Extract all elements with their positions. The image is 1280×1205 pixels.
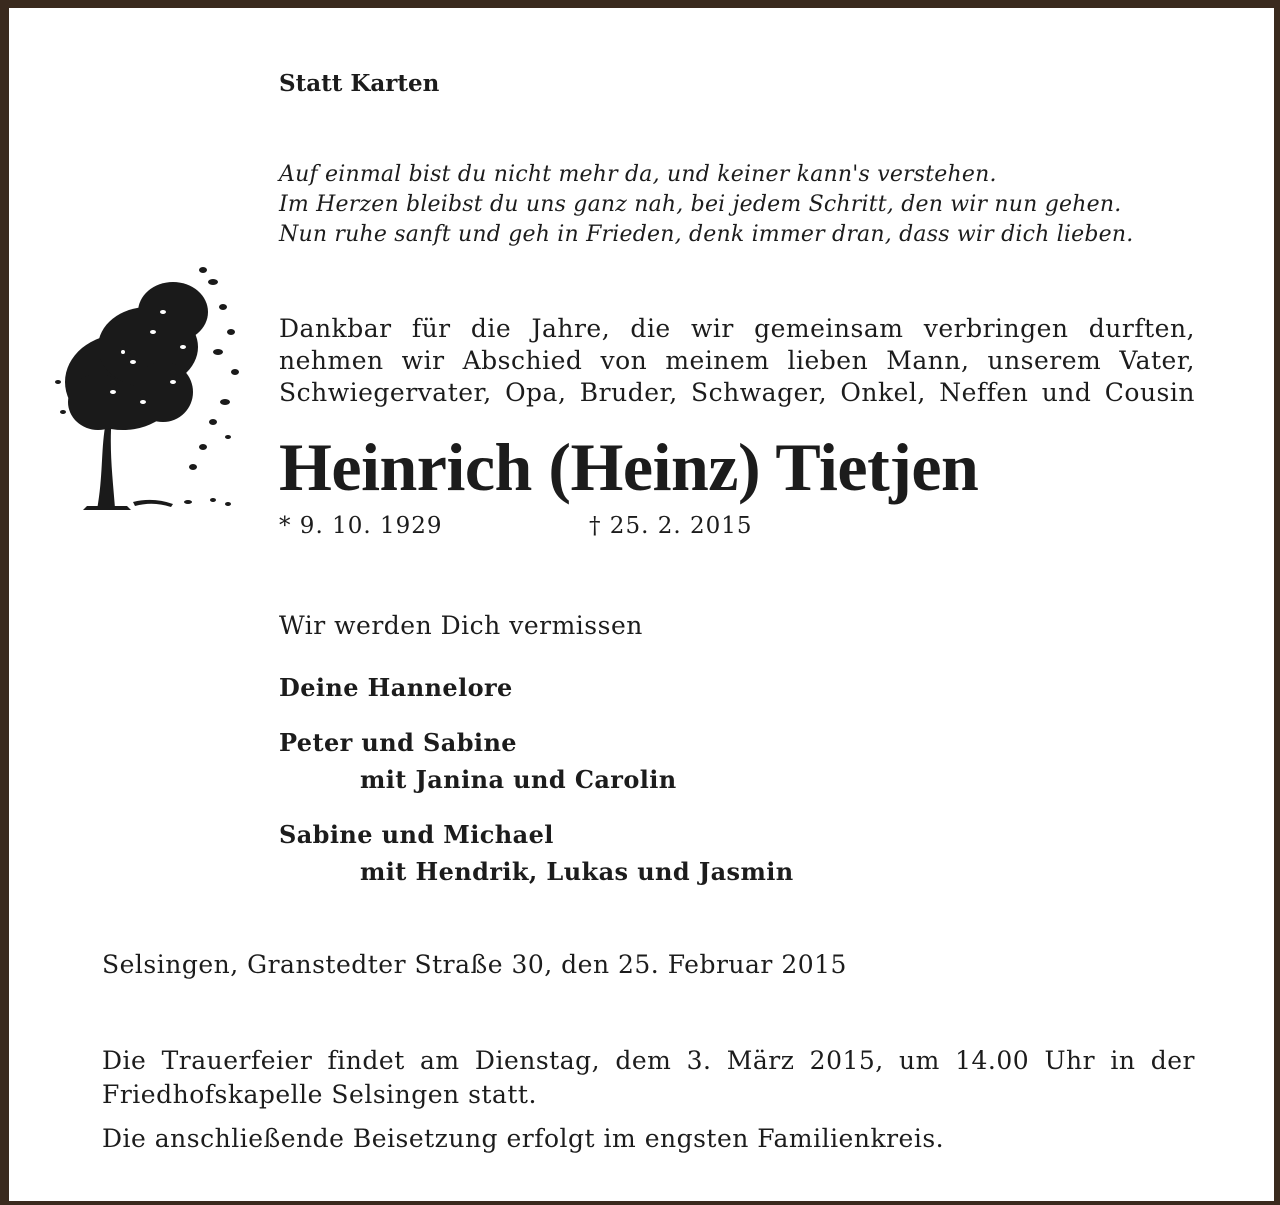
signature-3: Sabine und Michael	[279, 820, 554, 849]
poem	[279, 160, 1133, 250]
signature-2-sub: mit Janina und Carolin	[360, 765, 677, 794]
tree-icon	[53, 252, 243, 514]
service-line: Die Trauerfeier findet am Dienstag, dem 3. März 2015, um 14.00 Uhr in der	[102, 1046, 1195, 1075]
service-info	[102, 1044, 1195, 1112]
deceased-name: Heinrich (Heinz) Tietjen	[279, 429, 979, 505]
signature-3-sub: mit Hendrik, Lukas und Jasmin	[360, 857, 794, 886]
burial-info: Die anschließende Beisetzung erfolgt im engsten Familienkreis.	[102, 1124, 945, 1153]
kicker: Statt Karten	[279, 70, 440, 97]
poem-line: Nun ruhe sanft und geh in Frieden, denk immer dran, dass wir dich lieben.	[279, 222, 1134, 247]
service-line: Friedhofskapelle Selsingen statt.	[102, 1080, 537, 1109]
intro-text	[279, 313, 1195, 409]
intro-line: Schwiegervater, Opa, Bruder, Schwager, Onkel, Neffen und Cousin	[279, 378, 1195, 407]
intro-line: nehmen wir Abschied von meinem lieben Mann, unserem Vater,	[279, 346, 1195, 375]
place-date: Selsingen, Granstedter Straße 30, den 25. Februar 2015	[102, 950, 847, 979]
birth-date: * 9. 10. 1929	[279, 513, 443, 539]
closing-line: Wir werden Dich vermissen	[279, 611, 643, 640]
death-date: † 25. 2. 2015	[589, 513, 753, 539]
poem-line: Auf einmal bist du nicht mehr da, und keiner kann's verstehen.	[279, 162, 997, 187]
poem-line: Im Herzen bleibst du uns ganz nah, bei jedem Schritt, den wir nun gehen.	[279, 192, 1122, 217]
intro-line: Dankbar für die Jahre, die wir gemeinsam verbringen durften,	[279, 314, 1195, 343]
signature-1: Deine Hannelore	[279, 673, 513, 702]
signature-2: Peter und Sabine	[279, 728, 517, 757]
